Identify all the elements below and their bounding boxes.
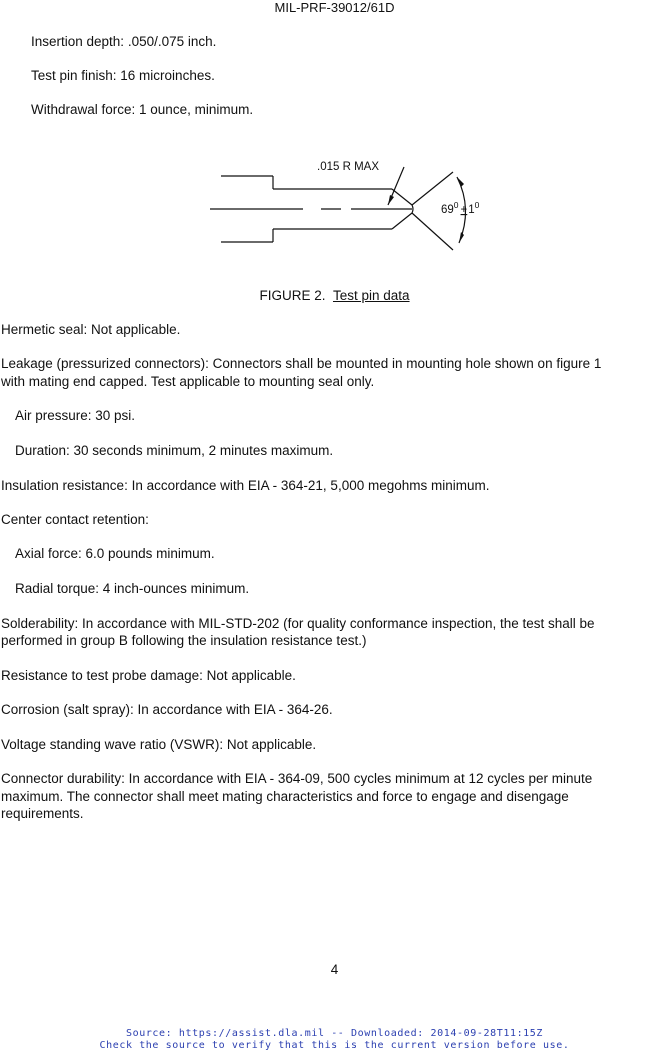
axial-force: Axial force: 6.0 pounds minimum. bbox=[15, 546, 215, 561]
page-number: 4 bbox=[330, 962, 339, 977]
document-header: MIL-PRF-39012/61D bbox=[274, 0, 395, 15]
figure-caption-prefix: FIGURE 2. bbox=[259, 288, 326, 303]
withdrawal-force: Withdrawal force: 1 ounce, minimum. bbox=[31, 102, 254, 117]
leakage-line-1: Leakage (pressurized connectors): Connectors shall be mounted in mounting hole shown on figure 1 bbox=[1, 356, 602, 371]
solderability-line-2: performed in group B following the insulation resistance test.) bbox=[1, 633, 367, 648]
durability-line-2: maximum. The connector shall meet mating characteristics and force to engage and disengage bbox=[1, 789, 569, 804]
vswr: Voltage standing wave ratio (VSWR): Not applicable. bbox=[1, 737, 317, 752]
duration: Duration: 30 seconds minimum, 2 minutes maximum. bbox=[15, 443, 334, 458]
angle-arrowhead-lower bbox=[459, 232, 464, 243]
radius-leader-arrowhead bbox=[388, 195, 394, 205]
test-pin-finish: Test pin finish: 16 microinches. bbox=[31, 68, 215, 83]
center-contact-retention: Center contact retention: bbox=[1, 512, 149, 527]
source-footer bbox=[0, 1028, 669, 1052]
test-pin-figure bbox=[205, 155, 505, 255]
durability-line-1: Connector durability: In accordance with EIA - 364-09, 500 cycles minimum at 12 cycles per minute bbox=[1, 771, 593, 786]
hermetic-seal: Hermetic seal: Not applicable. bbox=[1, 322, 181, 337]
solderability-line-1: Solderability: In accordance with MIL-STD-202 (for quality conformance inspection, the test shall be bbox=[1, 616, 595, 631]
test-pin-drawing bbox=[205, 155, 505, 255]
pin-tip-radius bbox=[412, 205, 413, 213]
air-pressure: Air pressure: 30 psi. bbox=[15, 408, 136, 423]
insulation-resistance: Insulation resistance: In accordance with EIA - 364-21, 5,000 megohms minimum. bbox=[1, 478, 490, 493]
insertion-depth: Insertion depth: .050/.075 inch. bbox=[31, 34, 217, 49]
angle-label: $69^0 +1^0$ bbox=[441, 200, 480, 216]
angle-arrowhead-upper bbox=[457, 177, 464, 187]
pin-tip-lower bbox=[392, 213, 412, 229]
figure-caption-title: Test pin data bbox=[332, 288, 410, 303]
footer-source-line: Source: https://assist.dla.mil -- Downloaded: 2014-09-28T11:15Z bbox=[125, 1028, 544, 1039]
test-probe-damage: Resistance to test probe damage: Not applicable. bbox=[1, 668, 296, 683]
radial-torque: Radial torque: 4 inch-ounces minimum. bbox=[15, 581, 250, 596]
durability-line-3: requirements. bbox=[1, 806, 84, 821]
angle-extension-upper bbox=[412, 172, 453, 205]
leakage-line-2: with mating end capped. Test applicable to mounting seal only. bbox=[1, 374, 375, 389]
pin-tip-upper bbox=[392, 189, 412, 205]
corrosion: Corrosion (salt spray): In accordance with EIA - 364-26. bbox=[1, 702, 333, 717]
figure-caption bbox=[0, 287, 669, 304]
footer-verify-line: Check the source to verify that this is the current version before use. bbox=[99, 1040, 570, 1051]
angle-extension-lower bbox=[412, 213, 453, 250]
radius-label: .015 R MAX bbox=[317, 161, 379, 173]
